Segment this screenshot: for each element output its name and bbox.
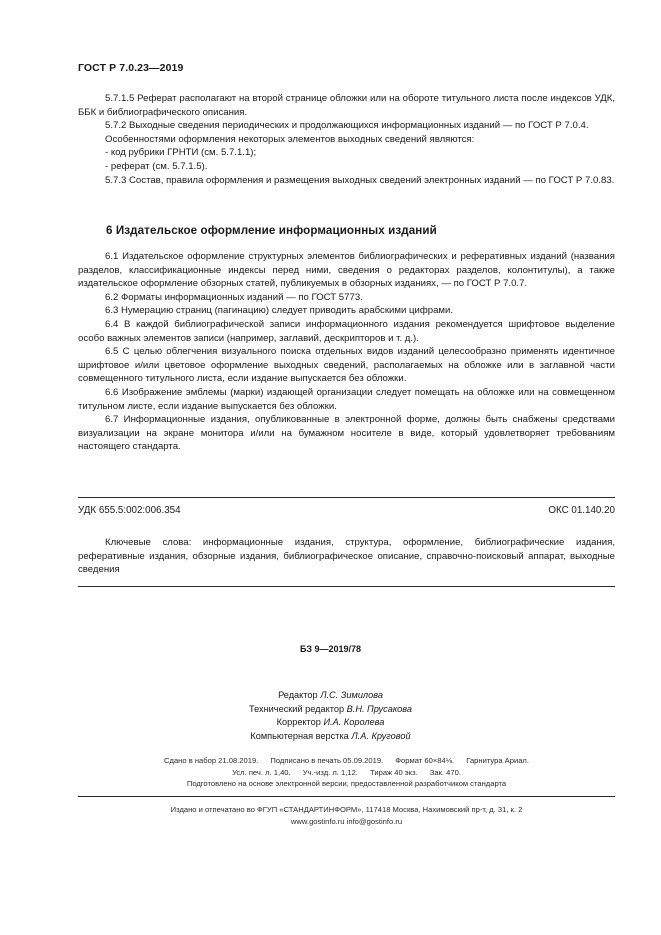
credit-line	[150, 703, 511, 717]
section-6-text	[78, 250, 615, 454]
paragraph: 5.7.2 Выходные сведения периодических и продолжающихся информационных изданий — по ГОСТ Р 7.0.4.	[105, 120, 589, 132]
bz-number: БЗ 9—2019/78	[299, 644, 362, 654]
publisher-footer	[78, 804, 615, 827]
paragraph: - код рубрики ГРНТИ (см. 5.7.1.1);	[105, 147, 257, 159]
divider-top	[78, 497, 615, 498]
credit-name: В.Н. Прусакова	[346, 703, 412, 714]
website-link[interactable]: www.gostinfo.ru	[290, 816, 345, 826]
pub-line-3: Подготовлено на основе электронной версии, предоставленной разработчиком стандарта	[186, 779, 507, 788]
publisher-address: Издано и отпечатано во ФГУП «СТАНДАРТИНФОРМ», 117418 Москва, Нахимовский пр-т, д. 31, к. 2	[170, 805, 523, 814]
publisher-contacts	[78, 816, 615, 828]
credit-line	[150, 689, 511, 703]
credit-name: Л.А. Круговой	[351, 730, 411, 741]
paragraph: 6.1 Издательское оформление структурных элементов библиографических и реферативных изданий (названия разделов, классификационные индексы перед ними, сведения о редакторах разделов, колонтитулы), а также издательское оформление обзорных статей, публикуемых в обзорных изданиях, — по ГОСТ Р 7.0.7.	[78, 251, 615, 290]
paragraph: 5.7.3 Состав, правила оформления и размещения выходных сведений электронных изданий — по ГОСТ Р 7.0.83.	[105, 174, 615, 186]
keywords-text: Ключевые слова: информационные издания, структура, оформление, библиографические издания, реферативные издания, обзорные издания, библиографическое описание, справочно-поисковый аппарат, выходные сведения	[78, 537, 615, 576]
credit-role: Корректор	[276, 717, 321, 728]
paragraph: Особенностями оформления некоторых элементов выходных сведений являются:	[105, 133, 475, 145]
divider-keywords	[78, 586, 615, 587]
paragraph: 6.2 Форматы информационных изданий — по ГОСТ 5773.	[105, 291, 363, 303]
paragraph: 6.6 Изображение эмблемы (марки) издающей организации следует помещать на обложке или на совмещенном титульном листе, если издание выпускается без обложки.	[78, 386, 615, 412]
credit-line	[150, 716, 511, 730]
keywords	[78, 536, 615, 577]
classification-row	[78, 505, 615, 516]
paragraph: 6.7 Информационные издания, опубликованные в электронной форме, должны быть снабжены средствами визуализации на экране монитора и/или на бумажном носителе в виде, который удовлетворяет требованиям настоящего стандарта.	[78, 414, 615, 453]
paragraph: 6.4 В каждой библиографической записи информационного издания рекомендуется шрифтовое выделение особо важных элементов записи (например, заглавий, дескрипторов и т. д.).	[78, 318, 615, 344]
credit-role: Технический редактор	[249, 703, 345, 714]
paragraph: - реферат (см. 5.7.1.5).	[105, 160, 208, 172]
email-link[interactable]: info@gostinfo.ru	[346, 816, 403, 826]
paragraph: 6.5 С целью облегчения визуального поиска отдельных видов изданий целесообразно применять идентичное шрифтовое и/или цветовое оформление выходных сведений, располагаемых на обложке или в заглавной части совмещенного титульного листа, если издание выпускается без обложки.	[78, 346, 615, 385]
udk-code: УДК 655.5:002:006.354	[78, 505, 181, 516]
section-5-7-text	[78, 92, 615, 187]
credit-name: И.А. Королева	[323, 717, 385, 728]
credit-role: Редактор	[278, 690, 318, 700]
oks-code: ОКС 01.140.20	[548, 505, 615, 516]
page-header: ГОСТ Р 7.0.23—2019	[78, 62, 184, 74]
divider-bottom	[78, 796, 615, 797]
credits	[150, 689, 511, 743]
credit-line	[150, 730, 511, 744]
paragraph: 5.7.1.5 Реферат располагают на второй странице обложки или на обороте титульного листа после индексов УДК, ББК и библиографического описания.	[78, 93, 615, 118]
credit-name: Л.С. Зимилова	[320, 690, 383, 700]
paragraph: 6.3 Нумерацию страниц (пагинацию) следует приводить арабскими цифрами.	[105, 305, 454, 317]
pub-line-1: Сдано в набор 21.08.2019. Подписано в печать 05.09.2019. Формат 60×84⅛. Гарнитура Ариал.	[164, 756, 529, 765]
publication-info	[78, 755, 615, 790]
section-6-title: 6 Издательское оформление информационных изданий	[106, 224, 437, 237]
pub-line-2: Усл. печ. л. 1,40. Уч.-изд. л. 1,12. Тираж 40 экз. Зак. 470.	[232, 767, 461, 777]
credit-role: Компьютерная верстка	[250, 730, 349, 741]
